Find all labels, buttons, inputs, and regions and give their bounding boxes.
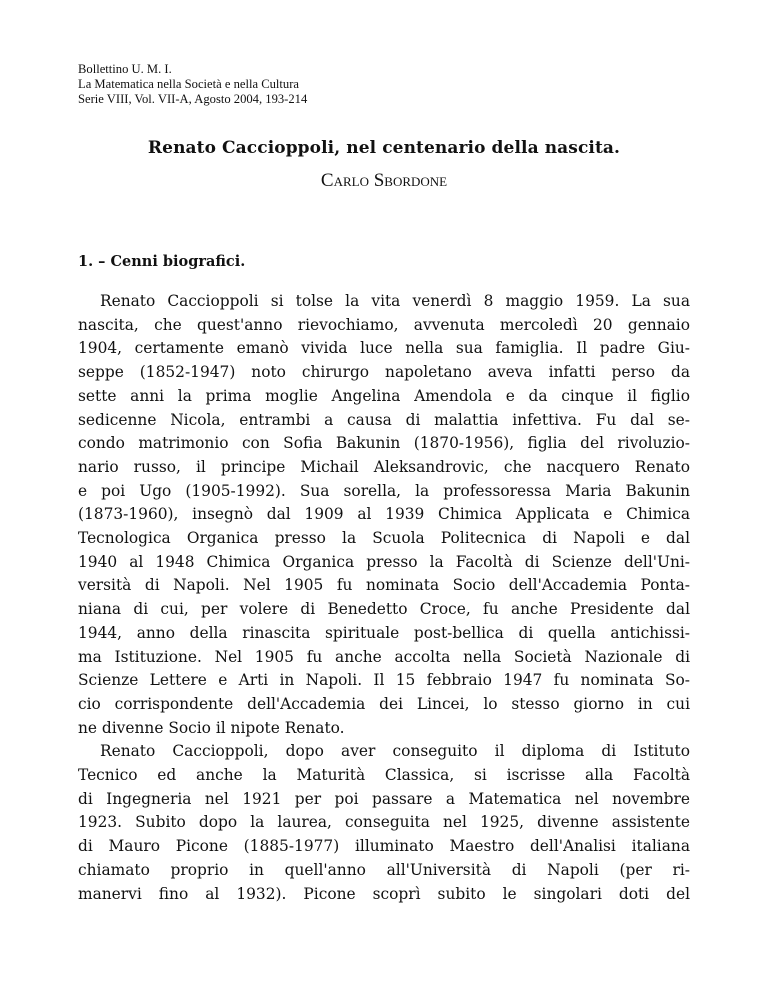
body-line: cio corrispondente dell'Accademia dei Lincei, lo stesso giorno in cui <box>78 694 690 713</box>
body-line: 1944, anno della rinascita spirituale post-bellica di quella antichissi- <box>78 623 690 642</box>
journal-series-title: La Matematica nella Società e nella Cultura <box>78 77 299 91</box>
body-line: niana di cui, per volere di Benedetto Croce, fu anche Presidente dal <box>78 600 690 619</box>
body-line: sette anni la prima moglie Angelina Amendola e da cinque il figlio <box>78 386 690 405</box>
body-line: seppe (1852-1947) noto chirurgo napoletano aveva infatti perso da <box>78 363 690 382</box>
body-line: di Ingegneria nel 1921 per poi passare a Matematica nel novembre <box>78 789 690 808</box>
section-heading: 1. – Cenni biografici. <box>78 253 246 270</box>
body-line: di Mauro Picone (1885-1977) illuminato Maestro dell'Analisi italiana <box>78 837 690 856</box>
body-line: condo matrimonio con Sofia Bakunin (1870-1956), figlia del rivoluzio- <box>78 434 690 453</box>
body-line: 1940 al 1948 Chimica Organica presso la Facoltà di Scienze dell'Uni- <box>78 552 690 571</box>
body-line: Renato Caccioppoli, dopo aver conseguito il diploma di Istituto <box>100 742 690 761</box>
body-line: nascita, che quest'anno rievochiamo, avvenuta mercoledì 20 gennaio <box>78 315 690 334</box>
body-line: 1923. Subito dopo la laurea, conseguita nel 1925, divenne assistente <box>78 813 690 832</box>
journal-name: Bollettino U. M. I. <box>78 62 172 76</box>
article-page <box>78 62 690 903</box>
body-line: Tecnico ed anche la Maturità Classica, si iscrisse alla Facoltà <box>78 766 690 785</box>
journal-issue: Serie VIII, Vol. VII-A, Agosto 2004, 193-214 <box>78 92 308 106</box>
body-line: manervi fino al 1932). Picone scoprì subito le singolari doti del <box>78 884 690 903</box>
body-line: sedicenne Nicola, entrambi a causa di malattia infettiva. Fu dal se- <box>78 410 690 429</box>
body-line: Renato Caccioppoli si tolse la vita venerdì 8 maggio 1959. La sua <box>100 292 690 310</box>
body-line: ne divenne Socio il nipote Renato. <box>78 718 345 737</box>
article-title: Renato Caccioppoli, nel centenario della nascita. <box>147 138 621 158</box>
body-line: Scienze Lettere e Arti in Napoli. Il 15 febbraio 1947 fu nominata So- <box>78 671 690 690</box>
journal-header <box>78 62 690 107</box>
article-author: Carlo Sbordone <box>320 170 448 191</box>
body-line: versità di Napoli. Nel 1905 fu nominata Socio dell'Accademia Ponta- <box>78 576 690 595</box>
body-line: e poi Ugo (1905-1992). Sua sorella, la professoressa Maria Bakunin <box>78 481 690 500</box>
body-line: nario russo, il principe Michail Aleksandrovic, che nacquero Renato <box>78 457 690 476</box>
body-line: Tecnologica Organica presso la Scuola Politecnica di Napoli e dal <box>78 529 690 548</box>
body-text <box>78 290 690 906</box>
body-line: 1904, certamente emanò vivida luce nella sua famiglia. Il padre Giu- <box>78 339 690 358</box>
body-line: ma Istituzione. Nel 1905 fu anche accolta nella Società Nazionale di <box>78 647 690 666</box>
body-line: (1873-1960), insegnò dal 1909 al 1939 Chimica Applicata e Chimica <box>78 505 690 524</box>
body-line: chiamato proprio in quell'anno all'Università di Napoli (per ri- <box>78 860 690 879</box>
